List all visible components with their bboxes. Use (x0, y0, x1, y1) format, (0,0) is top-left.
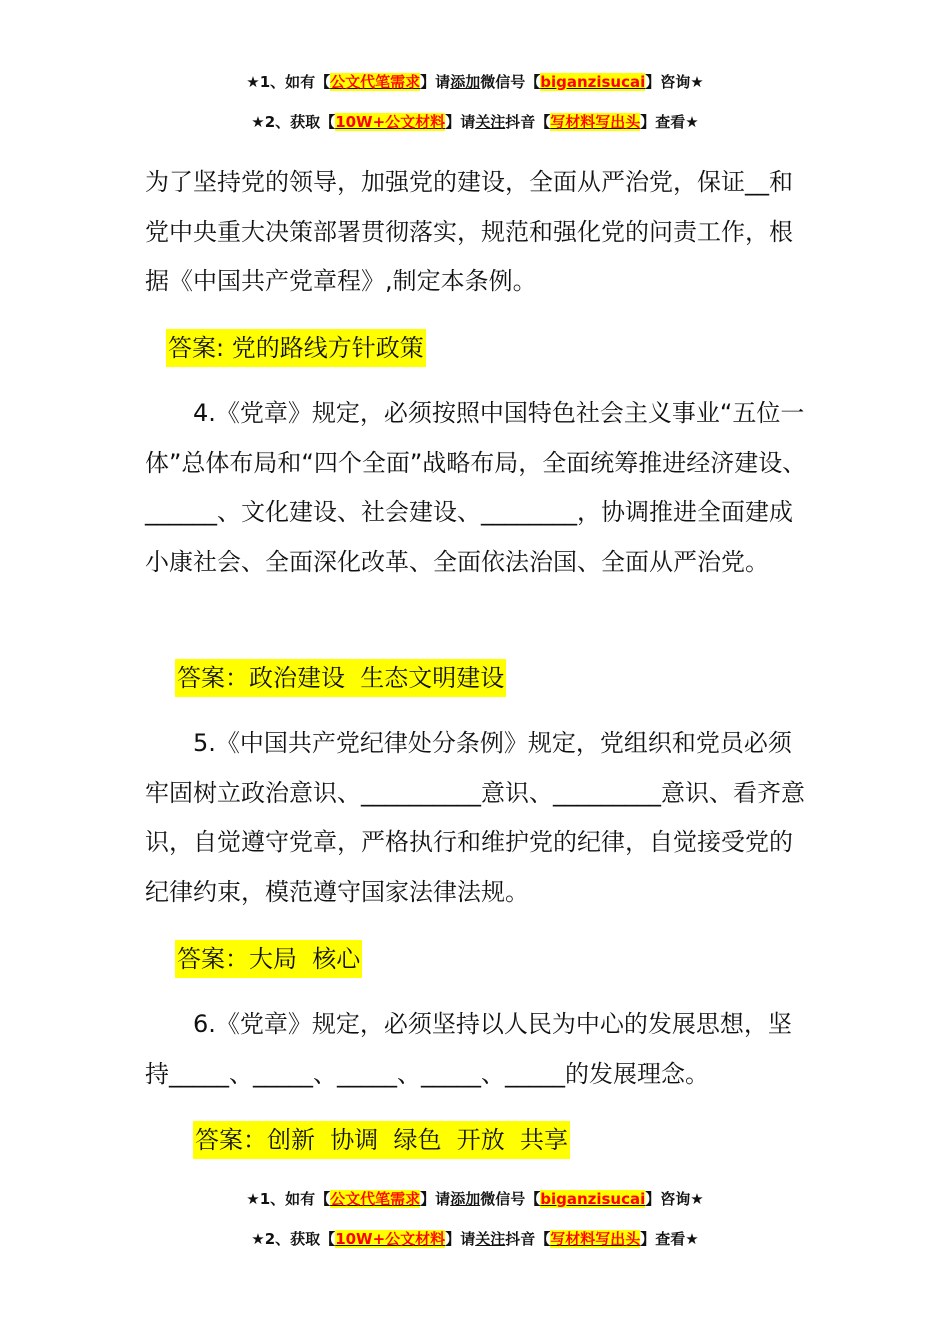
question-4-part2: 、文化建设、社会建设、 (217, 498, 481, 526)
question-4-part3: ，协调推进全面建成小康社会、全面深化改革、全面依法治国、全面从严治党。 (145, 498, 793, 576)
answer-5: 答案：大局 核心 (175, 940, 362, 978)
footer-douyin-id: 写材料写出头 (550, 1230, 641, 1248)
header-line-2 (0, 111, 950, 132)
footer-line-1 (0, 1188, 950, 1209)
header-line-2-suffix: 】查看★ (640, 113, 699, 131)
question-5-text (145, 719, 815, 917)
footer-line-2-mid2: 抖音【 (505, 1230, 551, 1248)
question-6-part2: 的发展理念。 (565, 1059, 709, 1088)
header-line-1-emph: 添加 (450, 73, 481, 91)
header-line-1-suffix: 】咨询★ (645, 73, 704, 91)
header-line-2-mid1: 】请 (445, 113, 476, 131)
footer-line-1-highlight: 公文代笔需求 (330, 1190, 421, 1208)
header-line-1-mid1: 】请 (420, 73, 451, 91)
question-6-part1: 6.《党章》规定，必须坚持以人民为中心的发展思想，坚持 (145, 1010, 792, 1088)
footer-line-2 (0, 1228, 950, 1249)
question-5-part3: 意识、看齐意识，自觉遵守党章，严格执行和维护党的纪律，自觉接受党的纪律约束，模范遵守国家法律法规。 (145, 778, 805, 906)
question-5-part1: 5.《中国共产党纪律处分条例》规定，党组织和党员必须牢固树立政治意识、 (145, 729, 792, 807)
question-4-text (145, 389, 815, 587)
footer-line-1-mid2: 微信号【 (480, 1190, 541, 1208)
header-line-2-prefix: ★2、获取【 (251, 113, 336, 131)
question-4-part1: 4.《党章》规定，必须按照中国特色社会主义事业“五位一体”总体布局和“四个全面”战略布局，全面统筹推进经济建设、 (145, 399, 807, 477)
question-6-text (145, 1000, 815, 1099)
answer-6: 答案：创新 协调 绿色 开放 共享 (193, 1121, 570, 1159)
answer-3: 答案: 党的路线方针政策 (166, 329, 426, 367)
footer-wechat-id: biganzisucai (540, 1190, 646, 1208)
answer-4: 答案：政治建设 生态文明建设 (175, 659, 506, 697)
header-line-1-prefix: ★1、如有【 (246, 73, 331, 91)
footer-line-2-prefix: ★2、获取【 (251, 1230, 336, 1248)
question-5-blank-1: __________ (361, 778, 481, 807)
header-line-1-highlight: 公文代笔需求 (330, 73, 421, 91)
header-line-1 (0, 71, 950, 92)
question-6-blanks: _____、_____、_____、_____、_____ (169, 1059, 565, 1088)
footer-line-2-mid1: 】请 (445, 1230, 476, 1248)
footer-line-1-prefix: ★1、如有【 (246, 1190, 331, 1208)
footer-line-2-highlight: 10W+公文材料 (335, 1230, 446, 1248)
footer-line-2-emph: 关注 (475, 1230, 506, 1248)
question-3-text: 为了坚持党的领导，加强党的建设，全面从严治党，保证__和党中央重大决策部署贯彻落实，规范和强化党的问责工作，根据《中国共产党章程》,制定本条例。 (145, 168, 793, 295)
header-wechat-id: biganzisucai (540, 73, 646, 91)
question-4-blank-2: ________ (481, 498, 577, 526)
header-line-2-mid2: 抖音【 (505, 113, 551, 131)
header-line-2-emph: 关注 (475, 113, 506, 131)
footer-line-2-suffix: 】查看★ (640, 1230, 699, 1248)
question-5-part2: 意识、 (481, 778, 553, 807)
header-line-1-mid2: 微信号【 (480, 73, 541, 91)
footer-line-1-mid1: 】请 (420, 1190, 451, 1208)
footer-line-1-emph: 添加 (450, 1190, 481, 1208)
question-5-blank-2: _________ (553, 778, 661, 807)
footer-line-1-suffix: 】咨询★ (645, 1190, 704, 1208)
header-douyin-id: 写材料写出头 (550, 113, 641, 131)
question-4-blank-1: ______ (145, 498, 217, 526)
header-line-2-highlight: 10W+公文材料 (335, 113, 446, 131)
